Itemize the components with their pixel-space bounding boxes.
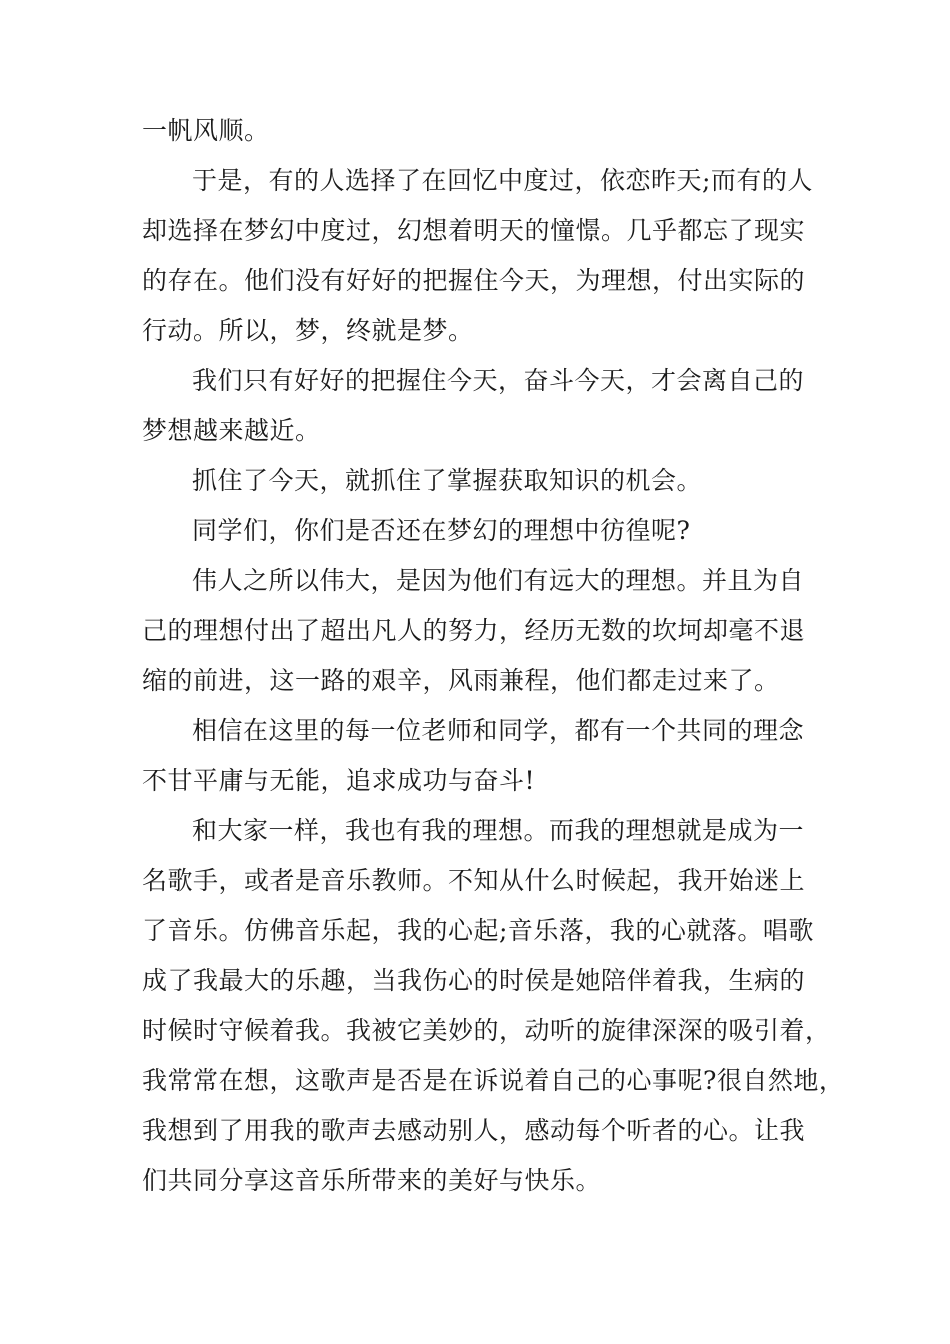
text-line: 的存在。他们没有好好的把握住今天，为理想，付出实际的 xyxy=(142,266,806,295)
text-line: 名歌手，或者是音乐教师。不知从什么时候起，我开始迷上 xyxy=(142,866,806,895)
text-line: 我常常在想，这歌声是否是在诉说着自己的心事呢?很自然地， xyxy=(142,1066,845,1095)
text-line: 不甘平庸与无能，追求成功与奋斗! xyxy=(142,766,536,795)
text-line: 缩的前进，这一路的艰辛，风雨兼程，他们都走过来了。 xyxy=(142,666,780,695)
text-line: 同学们，你们是否还在梦幻的理想中彷徨呢? xyxy=(192,516,691,545)
text-line: 时候时守候着我。我被它美妙的，动听的旋律深深的吸引着， xyxy=(142,1016,831,1045)
text-line: 和大家一样，我也有我的理想。而我的理想就是成为一 xyxy=(192,816,805,845)
text-line: 了音乐。仿佛音乐起，我的心起;音乐落，我的心就落。唱歌 xyxy=(142,916,814,945)
text-line: 抓住了今天，就抓住了掌握获取知识的机会。 xyxy=(192,466,703,495)
text-line: 我们只有好好的把握住今天，奋斗今天，才会离自己的 xyxy=(192,366,805,395)
text-line: 伟人之所以伟大，是因为他们有远大的理想。并且为自 xyxy=(192,566,805,595)
text-line: 一帆风顺。 xyxy=(142,116,270,145)
text-line: 行动。所以，梦，终就是梦。 xyxy=(142,316,474,345)
text-line: 却选择在梦幻中度过，幻想着明天的憧憬。几乎都忘了现实 xyxy=(142,216,806,245)
text-line: 们共同分享这音乐所带来的美好与快乐。 xyxy=(142,1166,602,1195)
text-line: 我想到了用我的歌声去感动别人，感动每个听者的心。让我 xyxy=(142,1116,806,1145)
text-line: 相信在这里的每一位老师和同学，都有一个共同的理念 xyxy=(192,716,805,745)
text-line: 梦想越来越近。 xyxy=(142,416,321,445)
body-text xyxy=(142,106,845,1206)
text-line: 成了我最大的乐趣，当我伤心的时侯是她陪伴着我，生病的 xyxy=(142,966,806,995)
text-line: 于是，有的人选择了在回忆中度过，依恋昨天;而有的人 xyxy=(192,166,813,195)
text-line: 己的理想付出了超出凡人的努力，经历无数的坎坷却毫不退 xyxy=(142,616,806,645)
